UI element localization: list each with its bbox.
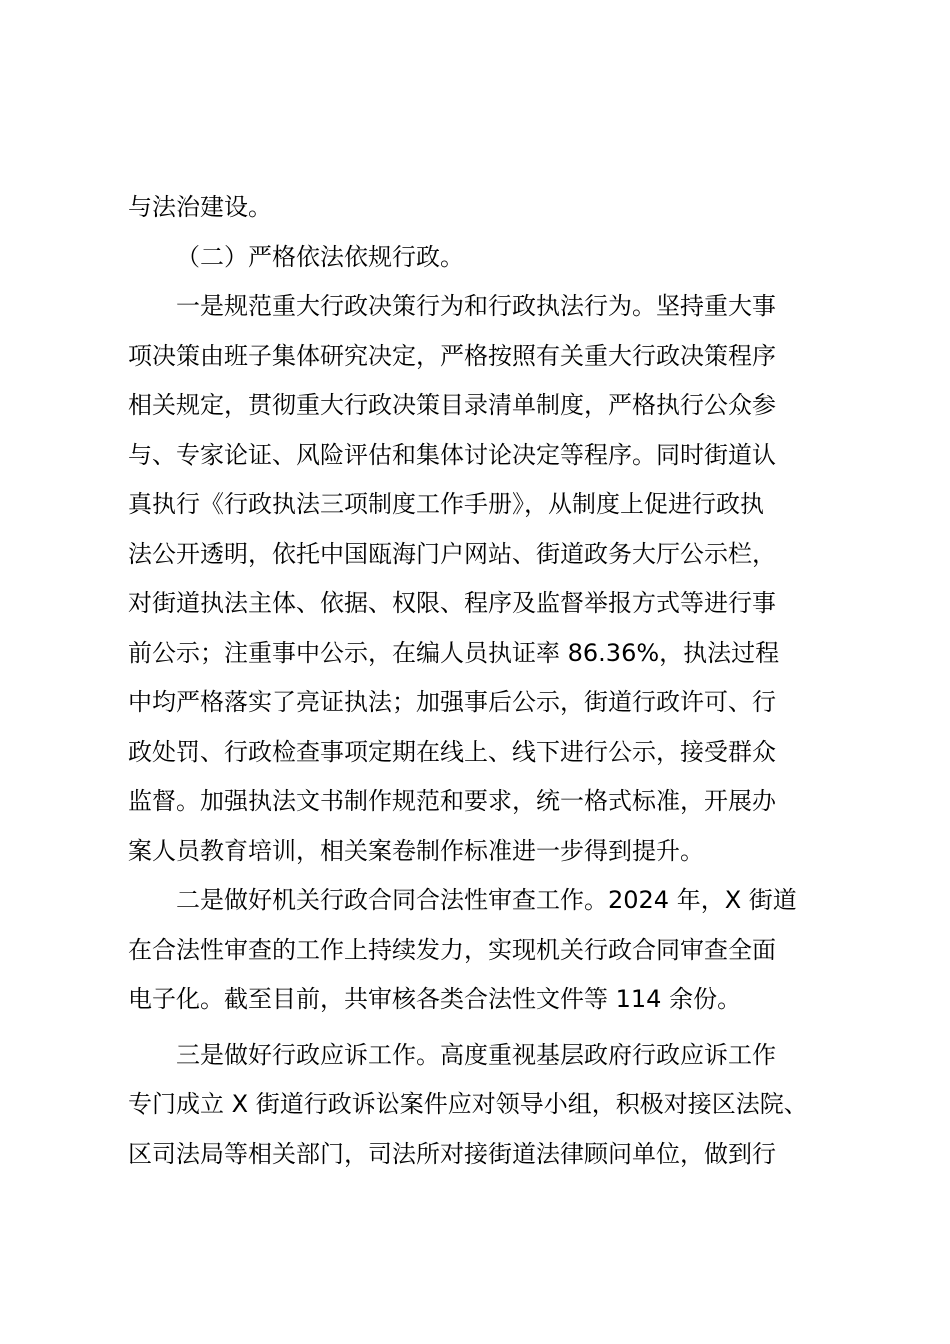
text-line: 在合法性审查的工作上持续发力，实现机关行政合同审查全面 xyxy=(128,935,776,964)
text-line: 监督。加强执法文书制作规范和要求，统一格式标准，开展办 xyxy=(128,787,776,815)
text-line: 真执行《行政执法三项制度工作手册》，从制度上促进行政执 xyxy=(128,490,764,518)
text-line: 中均严格落实了亮证执法；加强事后公示，街道行政许可、行 xyxy=(128,688,776,716)
text-line: 电子化。截至目前，共审核各类合法性文件等 114 余份。 xyxy=(128,985,742,1013)
text-line: 相关规定，贯彻重大行政决策目录清单制度，严格执行公众参 xyxy=(128,391,776,419)
text-line: 对街道执法主体、依据、权限、程序及监督举报方式等进行事 xyxy=(128,589,776,617)
document-body xyxy=(128,183,848,1179)
paragraph-first-line: 二是做好机关行政合同合法性审查工作。2024 年，X 街道 xyxy=(176,886,797,914)
text-line: 与、专家论证、风险评估和集体讨论决定等程序。同时街道认 xyxy=(128,440,776,469)
text-line: 前公示；注重事中公示，在编人员执证率 86.36%，执法过程 xyxy=(128,638,780,667)
text-line: 专门成立 X 街道行政诉讼案件应对领导小组，积极对接区法院、 xyxy=(128,1090,808,1118)
paragraph-first-line: 一是规范重大行政决策行为和行政执法行为。坚持重大事 xyxy=(176,292,776,320)
text-line: 区司法局等相关部门，司法所对接街道法律顾问单位，做到行 xyxy=(128,1139,776,1168)
text-line: 项决策由班子集体研究决定，严格按照有关重大行政决策程序 xyxy=(128,341,776,370)
text-line: 与法治建设。 xyxy=(128,193,272,221)
paragraph-first-line: 三是做好行政应诉工作。高度重视基层政府行政应诉工作 xyxy=(176,1040,776,1069)
text-line: 法公开透明，依托中国瓯海门户网站、街道政务大厅公示栏， xyxy=(128,539,776,568)
text-line: 政处罚、行政检查事项定期在线上、线下进行公示，接受群众 xyxy=(128,737,776,766)
section-heading: （二）严格依法依规行政。 xyxy=(176,242,464,271)
text-line: 案人员教育培训，相关案卷制作标准进一步得到提升。 xyxy=(128,836,704,865)
